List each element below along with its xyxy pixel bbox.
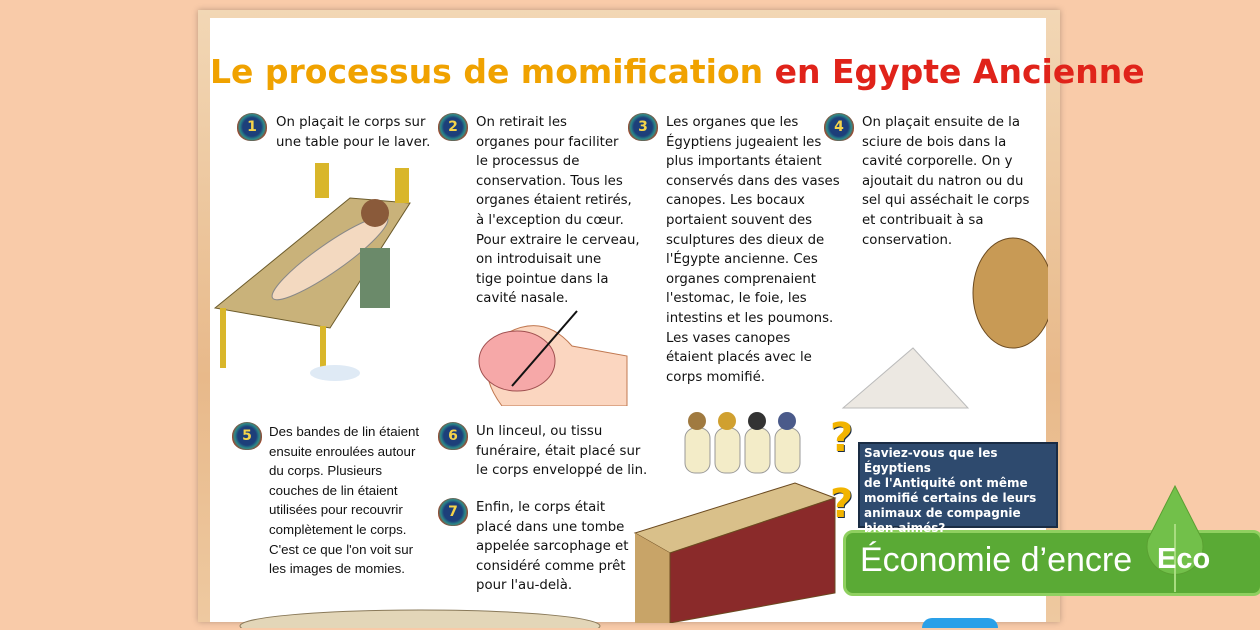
step-badge: 4 xyxy=(824,113,854,141)
step-text: On plaçait ensuite de la sciure de bois dans la cavité corporelle. On y ajoutait du natron ou du sel qui asséchait le corps et contribuait à sa conservation. xyxy=(862,115,1030,248)
question-mark-icon: ? xyxy=(830,415,854,461)
sarcophagus-illustration xyxy=(630,473,840,623)
step-badge: 5 xyxy=(232,422,262,450)
step-badge: 2 xyxy=(438,113,468,141)
page-title xyxy=(210,52,1145,91)
step-text: Des bandes de lin étaient ensuite enroulées autour du corps. Plusieurs couches de lin étaient utilisées pour recouvrir complètement le corps. C'est ce que l'on voit sur les images de momies. xyxy=(269,424,420,577)
step-badge: 3 xyxy=(628,113,658,141)
eco-label: Économie d’encre xyxy=(860,541,1133,579)
poster-panel xyxy=(210,18,1145,622)
title-part2: en Egypte Ancienne xyxy=(774,52,1145,91)
embalming-table-illustration xyxy=(210,158,420,388)
blue-button[interactable] xyxy=(922,618,998,628)
leaf-icon xyxy=(1140,484,1210,594)
title-part1: Le processus de momification xyxy=(210,52,764,91)
natron-jar-illustration xyxy=(838,233,1048,413)
question-mark-icon: ? xyxy=(830,481,854,527)
step-text: On plaçait le corps sur une table pour le laver. xyxy=(276,115,431,150)
step-badge: 1 xyxy=(237,113,267,141)
canopic-jars-illustration xyxy=(680,403,810,478)
poster xyxy=(198,10,1145,622)
step-badge: 7 xyxy=(438,498,468,526)
step-text: Les organes que les Égyptiens jugeaient les plus importants étaient conservés dans des vases canopes. Les bocaux portaient souvent des sculptures des dieux de l'Égypte ancienne. Ces organes comprenaient l'estomac, le foie, les intestins et les poumons. Les vases canopes étaient placés avec le corps momifié. xyxy=(666,115,840,385)
step-badge: 6 xyxy=(438,422,468,450)
step-text: On retirait les organes pour faciliter le processus de conservation. Tous les organes étaient retirés, à l'exception du cœur. Pour extraire le cerveau, on introduisait une tige pointue dans la cavité nasale. xyxy=(476,115,640,307)
mummy-illustration xyxy=(230,598,610,628)
step-text: Un linceul, ou tissu funéraire, était placé sur le corps enveloppé de lin. xyxy=(476,424,648,479)
eco-badge: Eco xyxy=(1157,543,1211,575)
brain-illustration xyxy=(472,306,632,406)
did-you-know-box: Saviez-vous que les Égyptiens de l'Antiquité ont même momifié certains de leurs animaux de compagnie bien-aimés? xyxy=(858,442,1058,528)
step-text: Enfin, le corps était placé dans une tombe appelée sarcophage et considéré comme prêt pour l'au-delà. xyxy=(476,500,629,594)
